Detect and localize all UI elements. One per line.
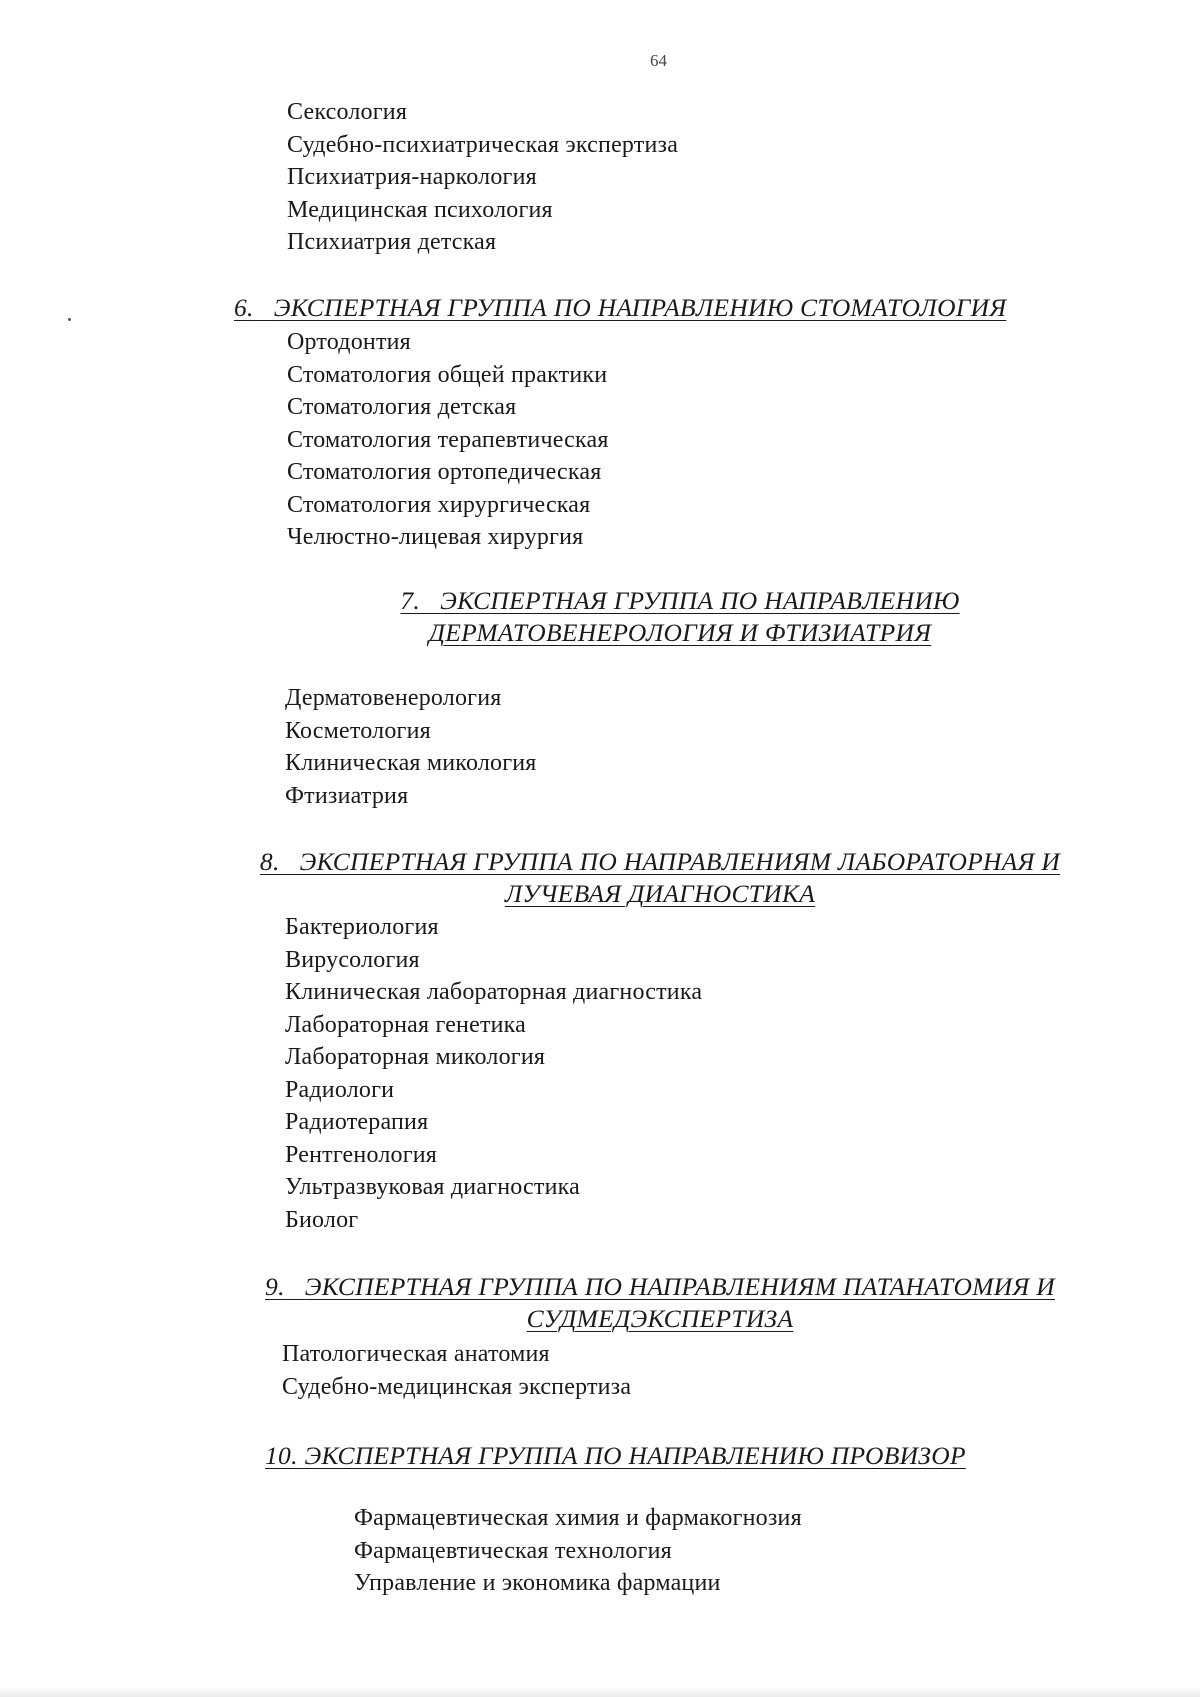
list-item: Стоматология терапевтическая: [287, 426, 609, 453]
list-item: Клиническая лабораторная диагностика: [285, 979, 703, 1005]
group6-list: [287, 326, 609, 554]
group8-number: 8.: [259, 847, 280, 876]
group6-heading: [234, 292, 1006, 324]
list-item: Клиническая микология: [285, 750, 537, 776]
group6-number: 6.: [234, 293, 254, 322]
list-item: Челюстно-лицевая хирургия: [287, 524, 584, 550]
list-item: Радиологи: [285, 1076, 395, 1103]
group9-heading: [200, 1271, 1120, 1335]
list-item: Бактериология: [285, 914, 439, 940]
list-item: Радиотерапия: [285, 1109, 429, 1135]
group8-list: [285, 911, 702, 1236]
list-item: Стоматология ортопедическая: [287, 459, 602, 485]
list-item: Стоматология детская: [287, 394, 517, 420]
list-item: Сексология: [287, 99, 408, 125]
group8-title-line1: ЭКСПЕРТНАЯ ГРУППА ПО НАПРАВЛЕНИЯМ ЛАБОРАТОРНАЯ И: [299, 847, 1061, 876]
group8-title-line2: ЛУЧЕВАЯ ДИАГНОСТИКА: [504, 879, 816, 908]
group10-list: [354, 1502, 802, 1600]
page-number: 64: [650, 51, 667, 70]
group9-title-line1: ЭКСПЕРТНАЯ ГРУППА ПО НАПРАВЛЕНИЯМ ПАТАНАТОМИЯ И: [304, 1272, 1055, 1301]
list-item: Фармацевтическая химия и фармакогнозия: [354, 1505, 802, 1531]
list-item: Стоматология общей практики: [287, 361, 608, 388]
list-item: Фтизиатрия: [285, 782, 409, 809]
scan-edge: [0, 1686, 1200, 1697]
list-item: Лабораторная микология: [285, 1044, 546, 1070]
psychiatry-list: [287, 96, 678, 259]
list-item: Медицинская психология: [287, 196, 553, 223]
group9-list: [282, 1338, 631, 1403]
list-item: Биолог: [285, 1206, 359, 1233]
list-item: Патологическая анатомия: [282, 1341, 550, 1367]
group6-title: ЭКСПЕРТНАЯ ГРУППА ПО НАПРАВЛЕНИЮ СТОМАТОЛОГИЯ: [273, 293, 1007, 322]
list-item: Управление и экономика фармации: [354, 1570, 721, 1596]
group7-heading: [300, 585, 1060, 649]
group10-number: 10.: [265, 1441, 298, 1470]
list-item: Психиатрия-наркология: [287, 164, 537, 190]
group7-list: [285, 682, 537, 812]
list-item: Лабораторная генетика: [285, 1011, 527, 1038]
list-item: Вирусология: [285, 946, 420, 973]
list-item: Дерматовенерология: [285, 685, 502, 711]
list-item: Судебно-медицинская экспертиза: [282, 1373, 632, 1400]
list-item: Ортодонтия: [287, 329, 411, 355]
group9-number: 9.: [265, 1272, 285, 1301]
list-item: Ультразвуковая диагностика: [285, 1174, 580, 1200]
group9-title-line2: СУДМЕДЭКСПЕРТИЗА: [526, 1304, 794, 1333]
group8-heading: [200, 846, 1120, 910]
group10-title: ЭКСПЕРТНАЯ ГРУППА ПО НАПРАВЛЕНИЮ ПРОВИЗОР: [304, 1441, 966, 1470]
list-item: Судебно-психиатрическая экспертиза: [287, 131, 679, 158]
list-item: Рентгенология: [285, 1141, 438, 1168]
group7-title-line2: ДЕРМАТОВЕНЕРОЛОГИЯ И ФТИЗИАТРИЯ: [428, 618, 932, 647]
list-item: Косметология: [285, 717, 431, 744]
group7-title-line1: ЭКСПЕРТНАЯ ГРУППА ПО НАПРАВЛЕНИЮ: [440, 586, 960, 615]
scan-speck: [68, 318, 71, 321]
list-item: Стоматология хирургическая: [287, 491, 591, 518]
group10-heading: [265, 1440, 966, 1472]
list-item: Психиатрия детская: [287, 229, 497, 255]
list-item: Фармацевтическая технология: [354, 1537, 672, 1564]
group7-number: 7.: [400, 586, 421, 615]
